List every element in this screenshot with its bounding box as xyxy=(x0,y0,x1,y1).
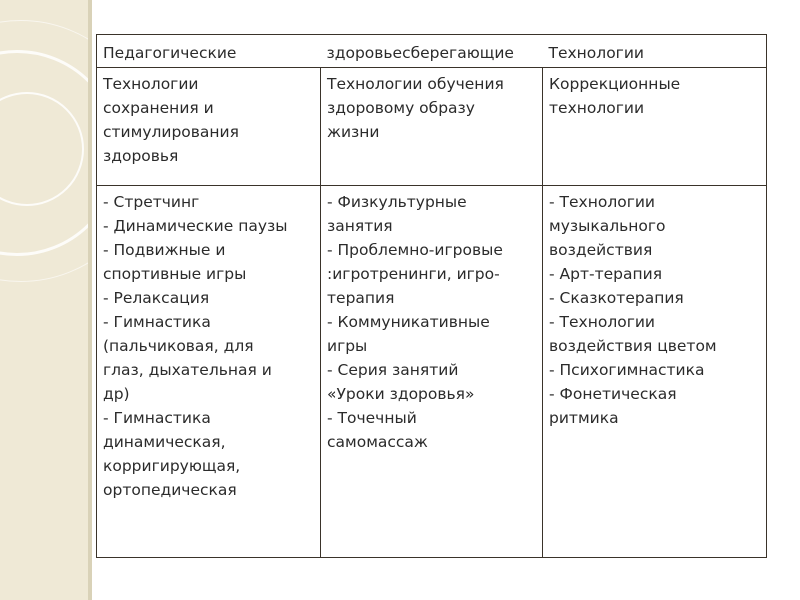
cell-line: технологии xyxy=(549,99,645,117)
cell-line: сохранения и xyxy=(103,99,214,117)
list-item: - Арт-терапия xyxy=(549,265,663,283)
table-body-row xyxy=(97,186,767,558)
list-item: - Сказкотерапия xyxy=(549,289,684,307)
list-item: игры xyxy=(327,337,368,355)
list-item: спортивные игры xyxy=(103,265,247,283)
list-item: - Технологии xyxy=(549,313,655,331)
list-item: ортопедическая xyxy=(103,481,237,499)
decorative-side-band xyxy=(0,0,88,600)
technologies-table xyxy=(96,34,767,558)
list-cell-healthy-lifestyle xyxy=(321,186,543,558)
list-item: - Подвижные и xyxy=(103,241,226,259)
list-item: занятия xyxy=(327,217,393,235)
list-item: - Фонетическая xyxy=(549,385,677,403)
subheader-cell-correctional xyxy=(543,68,767,186)
cell-line: Коррекционные xyxy=(549,75,681,93)
list-item: ритмика xyxy=(549,409,619,427)
cell-line: Технологии обучения xyxy=(327,75,504,93)
list-item: - Серия занятий xyxy=(327,361,459,379)
list-item: - Гимнастика xyxy=(103,313,211,331)
list-item: - Точечный xyxy=(327,409,417,427)
list-item: терапия xyxy=(327,289,395,307)
subheader-cell-healthy-lifestyle xyxy=(321,68,543,186)
list-item: - Проблемно-игровые xyxy=(327,241,503,259)
list-cell-health-preservation xyxy=(97,186,321,558)
list-item: - Физкультурные xyxy=(327,193,467,211)
cell-line: жизни xyxy=(327,123,380,141)
cell-line: здоровому образу xyxy=(327,99,475,117)
list-item: - Гимнастика xyxy=(103,409,211,427)
header-cell: Технологии xyxy=(543,35,767,68)
list-item: :игротренинги, игро- xyxy=(327,265,500,283)
cell-line: здоровья xyxy=(103,147,179,165)
cell-line: стимулирования xyxy=(103,123,239,141)
header-cell: здоровьесберегающие xyxy=(321,35,543,68)
list-item: - Психогимнастика xyxy=(549,361,705,379)
list-item: - Релаксация xyxy=(103,289,210,307)
list-item: (пальчиковая, для xyxy=(103,337,254,355)
list-item: - Технологии xyxy=(549,193,655,211)
list-item: динамическая, xyxy=(103,433,226,451)
list-item: - Динамические паузы xyxy=(103,217,288,235)
table-subheader-row xyxy=(97,68,767,186)
list-item: - Стретчинг xyxy=(103,193,200,211)
header-cell: Педагогические xyxy=(97,35,321,68)
table-header-row xyxy=(97,35,767,68)
subheader-cell-health-preservation xyxy=(97,68,321,186)
list-item: «Уроки здоровья» xyxy=(327,385,475,403)
list-item: музыкального xyxy=(549,217,666,235)
list-item: корригирующая, xyxy=(103,457,241,475)
list-item: самомассаж xyxy=(327,433,428,451)
list-cell-correctional xyxy=(543,186,767,558)
list-item: воздействия цветом xyxy=(549,337,717,355)
decorative-divider xyxy=(88,0,92,600)
list-item: воздействия xyxy=(549,241,653,259)
list-item: др) xyxy=(103,385,130,403)
list-item: глаз, дыхательная и xyxy=(103,361,272,379)
list-item: - Коммуникативные xyxy=(327,313,490,331)
cell-line: Технологии xyxy=(103,75,199,93)
